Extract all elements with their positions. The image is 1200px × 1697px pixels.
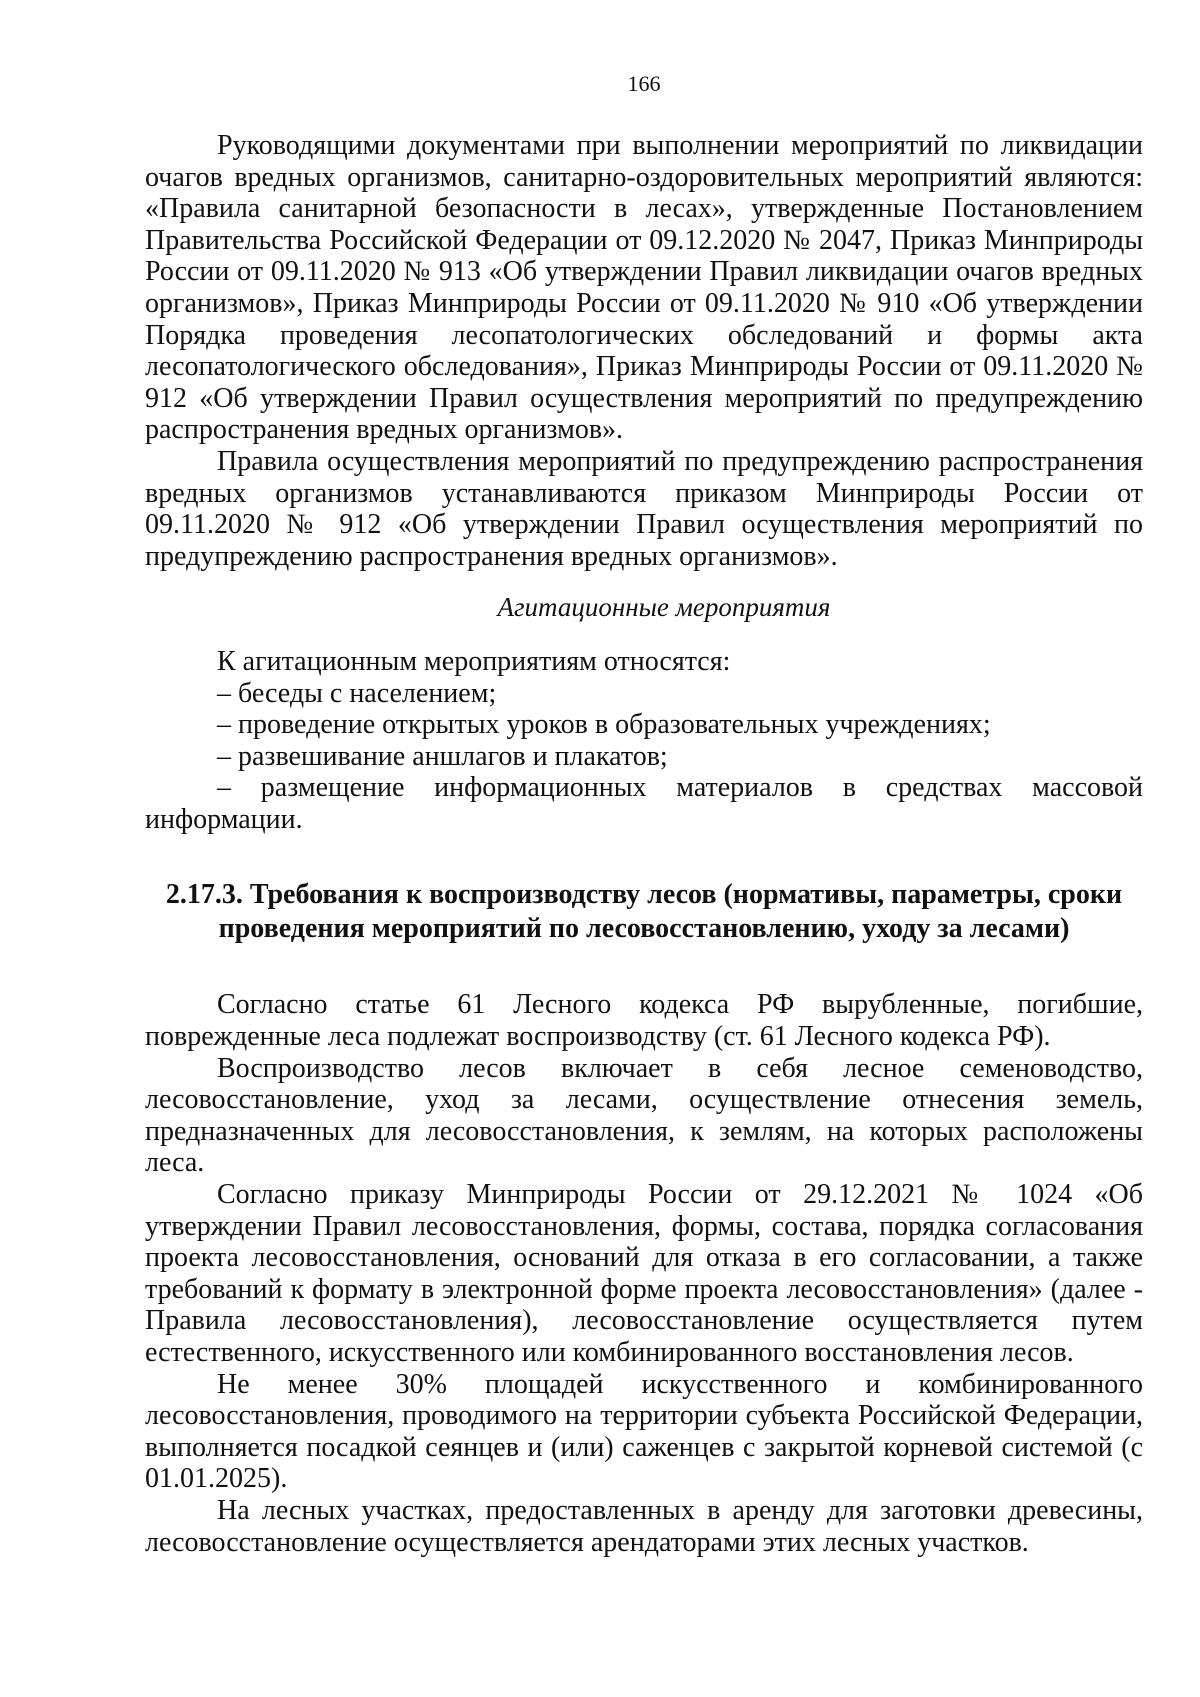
list-item xyxy=(145,772,1143,835)
paragraph-leased-plots: На лесных участках, предоставленных в аренду для заготовки древесины, лесовосстановление осуществляется арендаторами этих лесных участков. xyxy=(145,1494,1143,1558)
list-item-text: размещение информационных материалов в средствах массовой информации. xyxy=(145,772,1144,835)
agitation-intro: К агитационным мероприятиям относятся: xyxy=(217,645,731,677)
list-item-text: беседы с населением; xyxy=(238,677,497,709)
paragraph-prevention-rules: Правила осуществления мероприятий по предупреждению распространения вредных организмов устанавливаются приказом Минприроды России от 09.11.2020 № 912 «Об утверждении Правил осуществления мероприятий по предупреждению распространения вредных организмов». xyxy=(145,445,1143,572)
paragraph-reproduction-includes: Воспроизводство лесов включает в себя лесное семеноводство, лесовосстановление, уход за лесами, осуществление отнесения земель, предназначенных для лесовосстановления, к землям, на которых расположены леса. xyxy=(145,1052,1143,1179)
paragraph-article-61: Согласно статье 61 Лесного кодекса РФ вырубленные, погибшие, поврежденные леса подлежат воспроизводству (ст. 61 Лесного кодекса РФ). xyxy=(145,989,1143,1053)
paragraph-closed-root-system: Не менее 30% площадей искусственного и комбинированного лесовосстановления, проводимого на территории субъекта Российской Федерации, выполняется посадкой сеянцев и (или) саженцев с закрытой корневой системой (с 01.01.2025). xyxy=(145,1368,1143,1495)
dash-bullet: – xyxy=(217,677,231,709)
document-page xyxy=(145,70,1143,1558)
paragraph-guiding-documents: Руководящими документами при выполнении мероприятий по ликвидации очагов вредных организмов, санитарно-оздоровительных мероприятий являются: «Правила санитарной безопасности в лесах», утвержденные Постановлением Правительства Российской Федерации от 09.12.2020 № 2047, Приказ Минприроды России от 09.11.2020 № 913 «Об утверждении Правил ликвидации очагов вредных организмов», Приказ Минприроды России от 09.11.2020 № 910 «Об утверждении Порядка проведения лесопатологических обследований и формы акта лесопатологического обследования», Приказ Минприроды России от 09.11.2020 № 912 «Об утверждении Правил осуществления мероприятий по предупреждению распространения вредных организмов». xyxy=(145,130,1143,446)
list-item xyxy=(145,709,1143,741)
paragraph-order-1024: Согласно приказу Минприроды России от 29.12.2021 № 1024 «Об утверждении Правил лесовосстановления, формы, состава, порядка согласования проекта лесовосстановления, оснований для отказа в его согласовании, а также требований к формату в электронной форме проекта лесовосстановления» (далее - Правила лесовосстановления), лесовосстановление осуществляется путем естественного, искусственного или комбинированного восстановления лесов. xyxy=(145,1179,1143,1368)
subheading-agitation: Агитационные мероприятия xyxy=(497,592,831,623)
list-item-text: развешивание аншлагов и плакатов; xyxy=(238,740,668,772)
dash-bullet: – xyxy=(217,740,231,772)
dash-bullet: – xyxy=(217,709,231,741)
agitation-list xyxy=(145,678,1143,836)
list-item xyxy=(145,678,1143,710)
section-heading-line-2: проведения мероприятий по лесовосстановлению, уходу за лесами) xyxy=(218,913,1070,945)
page-number: 166 xyxy=(627,71,661,96)
list-item-text: проведение открытых уроков в образовательных учреждениях; xyxy=(238,709,991,741)
section-heading-line-1: 2.17.3. Требования к воспроизводству лесов (нормативы, параметры, сроки xyxy=(165,879,1123,911)
dash-bullet: – xyxy=(217,772,231,804)
section-heading xyxy=(145,878,1143,946)
list-item xyxy=(145,741,1143,773)
